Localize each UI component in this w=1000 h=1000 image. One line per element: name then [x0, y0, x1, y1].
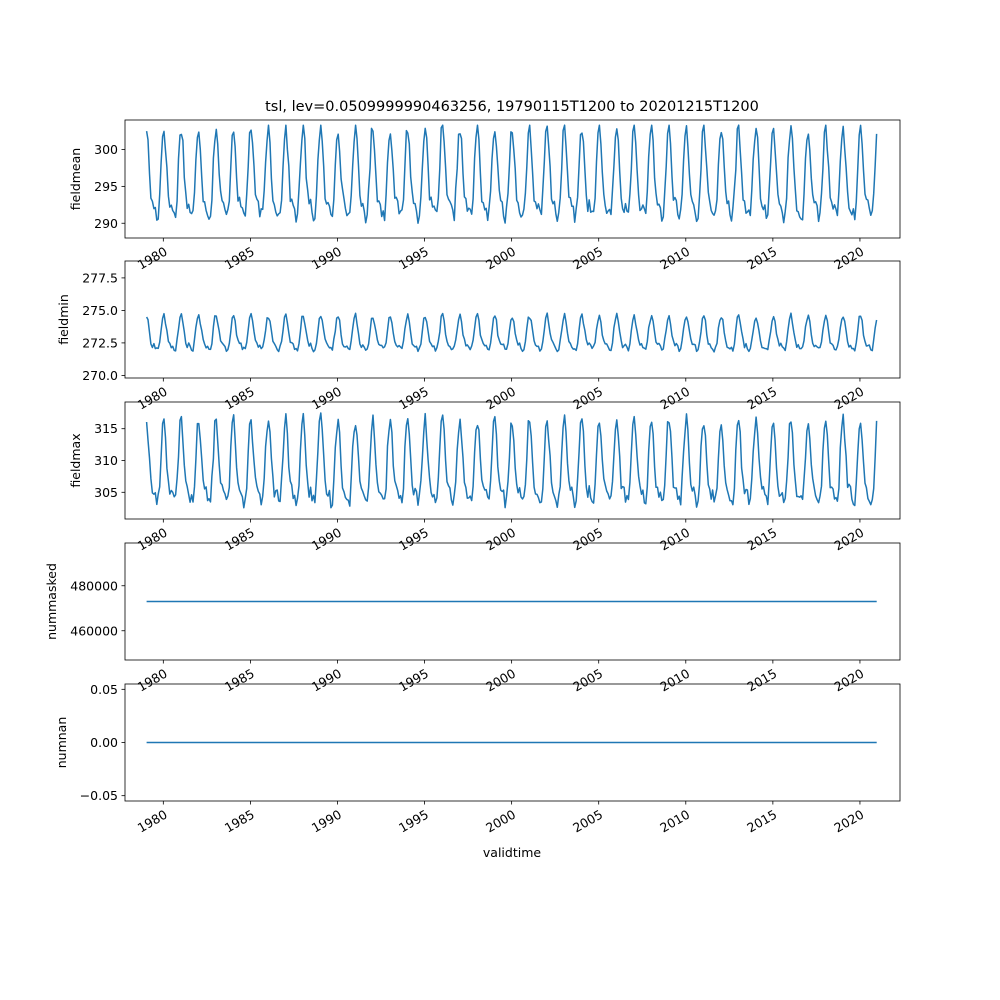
- x-tick-label: 1980: [134, 383, 170, 413]
- x-tick-label: 2015: [744, 383, 780, 413]
- x-tick-label: 2000: [483, 665, 519, 695]
- y-tick-label: 480000: [70, 578, 118, 594]
- x-tick-label: 1985: [221, 806, 257, 836]
- x-tick-label: 1990: [308, 806, 344, 836]
- x-tick-label: 2015: [744, 243, 780, 273]
- x-tick-label: 2010: [657, 665, 693, 695]
- y-tick-label: 300: [94, 142, 118, 157]
- y-tick-label: 270.0: [82, 367, 118, 383]
- x-tick-label: 2000: [483, 243, 519, 273]
- y-axis-label: fieldmin: [56, 294, 71, 345]
- x-tick-label: 2000: [483, 383, 519, 413]
- y-tick-label: −0.05: [79, 788, 118, 804]
- x-tick-label: 2010: [657, 524, 693, 554]
- x-tick-label: 1980: [134, 665, 170, 695]
- x-tick-label: 1990: [308, 524, 344, 554]
- y-tick-label: 315: [94, 421, 118, 437]
- x-tick-label: 1985: [221, 524, 257, 554]
- x-tick-label: 2020: [831, 524, 867, 554]
- x-tick-label: 2010: [657, 806, 693, 836]
- x-tick-label: 1995: [396, 383, 432, 413]
- x-tick-label: 2020: [831, 383, 867, 413]
- x-tick-label: 1995: [396, 665, 432, 695]
- x-tick-label: 2010: [657, 243, 693, 273]
- x-tick-label: 1990: [308, 243, 344, 273]
- x-tick-label: 1985: [221, 383, 257, 413]
- y-tick-label: 277.5: [82, 270, 118, 286]
- x-tick-label: 2015: [744, 524, 780, 554]
- x-tick-label: 1980: [134, 806, 170, 836]
- x-tick-label: 1995: [396, 806, 432, 836]
- y-tick-label: 295: [94, 178, 118, 194]
- x-tick-label: 1995: [396, 524, 432, 554]
- y-tick-label: 290: [94, 215, 118, 231]
- x-tick-label: 1980: [134, 243, 170, 273]
- x-tick-label: 2015: [744, 806, 780, 836]
- x-tick-label: 1980: [134, 524, 170, 554]
- x-tick-label: 2000: [483, 524, 519, 554]
- y-tick-label: 0.00: [90, 735, 118, 750]
- y-axis-label: nummasked: [44, 563, 59, 640]
- x-tick-label: 2005: [570, 665, 606, 695]
- x-tick-label: 2000: [483, 806, 519, 836]
- y-tick-label: 310: [94, 453, 118, 468]
- x-tick-label: 2020: [831, 806, 867, 836]
- x-tick-label: 1990: [308, 383, 344, 413]
- y-axis-label: numnan: [54, 716, 69, 769]
- y-tick-label: 305: [94, 484, 118, 500]
- x-tick-label: 2005: [570, 806, 606, 836]
- y-axis-label: fieldmean: [68, 147, 83, 211]
- x-tick-label: 1990: [308, 665, 344, 695]
- x-tick-label: 2010: [657, 383, 693, 413]
- x-tick-label: 1985: [221, 243, 257, 273]
- x-tick-label: 2020: [831, 665, 867, 695]
- y-tick-label: 0.05: [90, 681, 118, 697]
- y-tick-label: 275.0: [82, 302, 118, 318]
- x-tick-label: 2005: [570, 524, 606, 554]
- x-tick-label: 2005: [570, 383, 606, 413]
- y-axis-label: fieldmax: [68, 433, 83, 488]
- y-tick-label: 460000: [70, 623, 118, 639]
- x-tick-label: 1985: [221, 665, 257, 695]
- x-tick-label: 2020: [831, 243, 867, 273]
- x-axis-label: validtime: [482, 845, 542, 860]
- y-tick-label: 272.5: [82, 335, 118, 351]
- x-tick-label: 2005: [570, 243, 606, 273]
- figure-title: tsl, lev=0.0509999990463256, 19790115T1200 to 20201215T1200: [265, 99, 759, 115]
- x-tick-label: 2015: [744, 665, 780, 695]
- x-tick-label: 1995: [396, 243, 432, 273]
